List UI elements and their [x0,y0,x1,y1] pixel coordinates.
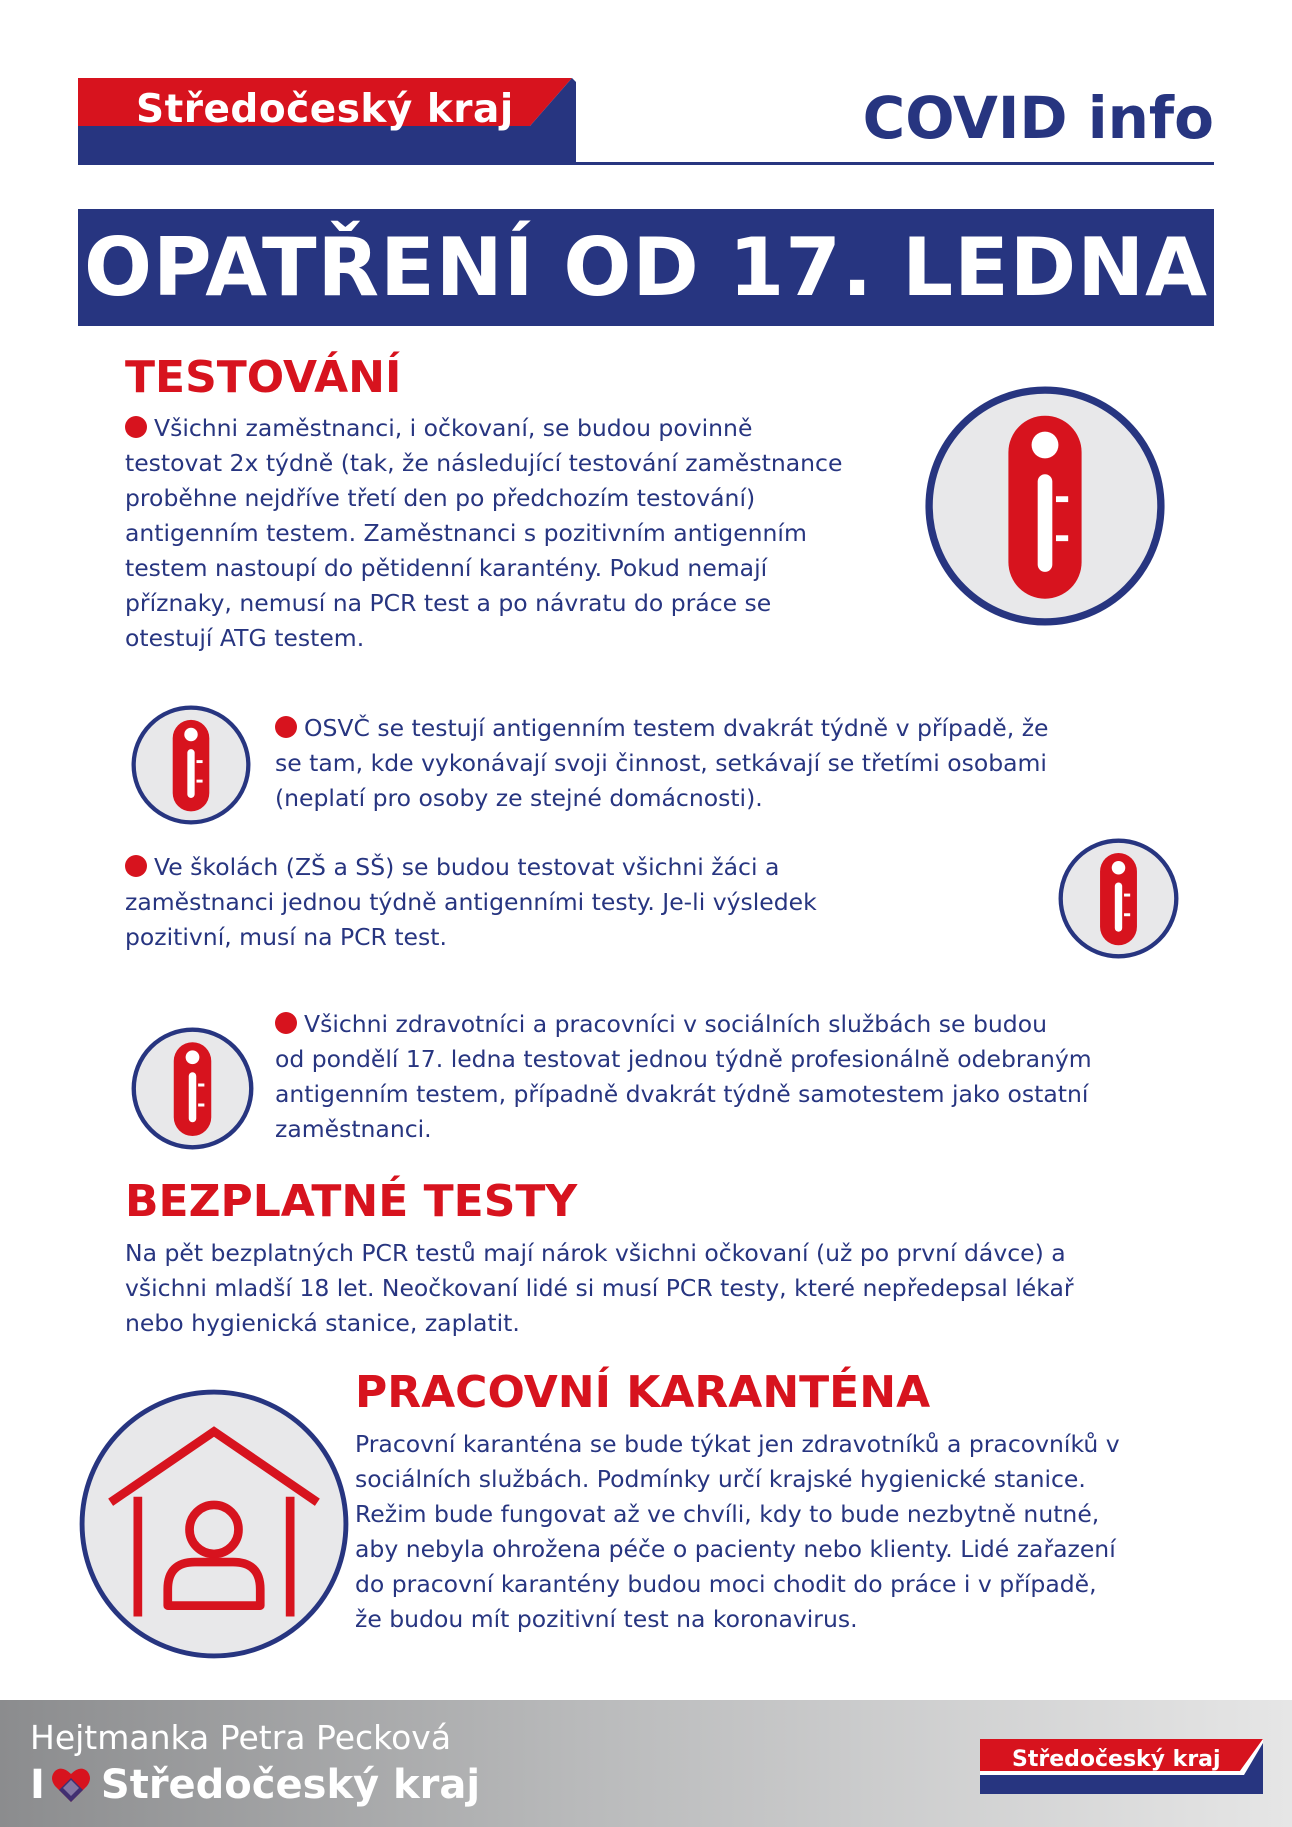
text-line: antigenním testem. Zaměstnanci s pozitivním antigenním [125,519,807,547]
footer-slogan-text: Středočeský kraj [100,1762,481,1808]
text-line: otestují ATG testem. [125,624,365,652]
title-banner [78,209,1214,326]
bullet [125,416,147,438]
text-line: (neplatí pro osoby ze stejné domácnosti). [275,784,763,812]
free-tests-paragraph [125,1236,1205,1341]
text-line: Na pět bezplatných PCR testů mají nárok všichni očkovaní (už po první dávce) a [125,1239,1066,1267]
antigen-test-icon [130,704,252,826]
text-line: Všichni zdravotníci a pracovníci v sociálních službách se budou [275,1007,1195,1042]
text-line: příznaky, nemusí na PCR test a po návratu do práce se [125,589,772,617]
text-line: proběhne nejdříve třetí den po předchozím testování) [125,484,756,512]
work-quarantine-paragraph [355,1427,1235,1637]
bullet [275,1012,297,1034]
text-line: od pondělí 17. ledna testovat jednou týdně profesionálně odebraným [275,1045,1092,1073]
text-line: nebo hygienická stanice, zaplatit. [125,1309,520,1337]
antigen-test-icon [1057,837,1180,960]
text-line: Ve školách (ZŠ a SŠ) se budou testovat všichni žáci a [125,850,985,885]
text-line: Pracovní karanténa se bude týkat jen zdravotníků a pracovníků v [355,1430,1120,1458]
text-line: všichni mladší 18 let. Neočkovaní lidé si musí PCR testy, které nepředepsal lékař [125,1274,1074,1302]
text-line: pozitivní, musí na PCR test. [125,923,447,951]
testing-heading: TESTOVÁNÍ [125,352,402,403]
work-quarantine-heading: PRACOVNÍ KARANTÉNA [355,1367,931,1418]
footer-governor-name: Hejtmanka Petra Pecková [30,1718,452,1757]
footer-slogan [30,1762,480,1808]
footer-slogan-prefix: I [30,1762,45,1808]
antigen-test-icon [130,1026,255,1151]
text-line: antigenním testem, případně dvakrát týdně samotestem jako ostatní [275,1080,1089,1108]
covid-info-label: COVID info [862,84,1214,152]
antigen-test-icon [923,384,1167,628]
house-person-icon [78,1388,350,1660]
header-divider [78,162,1214,165]
testing-paragraph-4 [275,1007,1195,1147]
text-line: aby nebyla ohrožena péče o pacienty nebo klienty. Lidé zařazení [355,1535,1116,1563]
region-logo-text: Středočeský kraj [136,87,514,132]
text-line: testem nastoupí do pětidenní karantény. Pokud nemají [125,554,768,582]
text-line: sociálních službách. Podmínky určí krajské hygienické stanice. [355,1465,1086,1493]
testing-paragraph-1 [125,411,925,656]
footer-logo-text: Středočeský kraj [1012,1747,1221,1772]
footer-region-logo [980,1739,1263,1794]
testing-paragraph-3 [125,850,985,955]
page-title: OPATŘENÍ OD 17. LEDNA [83,221,1209,314]
text-line: Všichni zaměstnanci, i očkovaní, se budou povinně [125,411,925,446]
text-line: testovat 2x týdně (tak, že následující testování zaměstnance [125,449,843,477]
bullet [125,855,147,877]
heart-icon [51,1766,91,1804]
free-tests-heading: BEZPLATNÉ TESTY [125,1176,578,1227]
text-line: Režim bude fungovat až ve chvíli, kdy to bude nezbytně nutné, [355,1500,1100,1528]
region-logo-banner [78,78,576,166]
text-line: zaměstnanci jednou týdně antigenními testy. Je-li výsledek [125,888,817,916]
text-line: OSVČ se testují antigenním testem dvakrát týdně v případě, že [275,711,1195,746]
testing-paragraph-2 [275,711,1195,816]
bullet [275,716,297,738]
text-line: že budou mít pozitivní test na koronavirus. [355,1605,858,1633]
text-line: se tam, kde vykonávají svoji činnost, setkávají se třetími osobami [275,749,1047,777]
text-line: do pracovní karantény budou moci chodit do práce i v případě, [355,1570,1097,1598]
text-line: zaměstnanci. [275,1115,432,1143]
